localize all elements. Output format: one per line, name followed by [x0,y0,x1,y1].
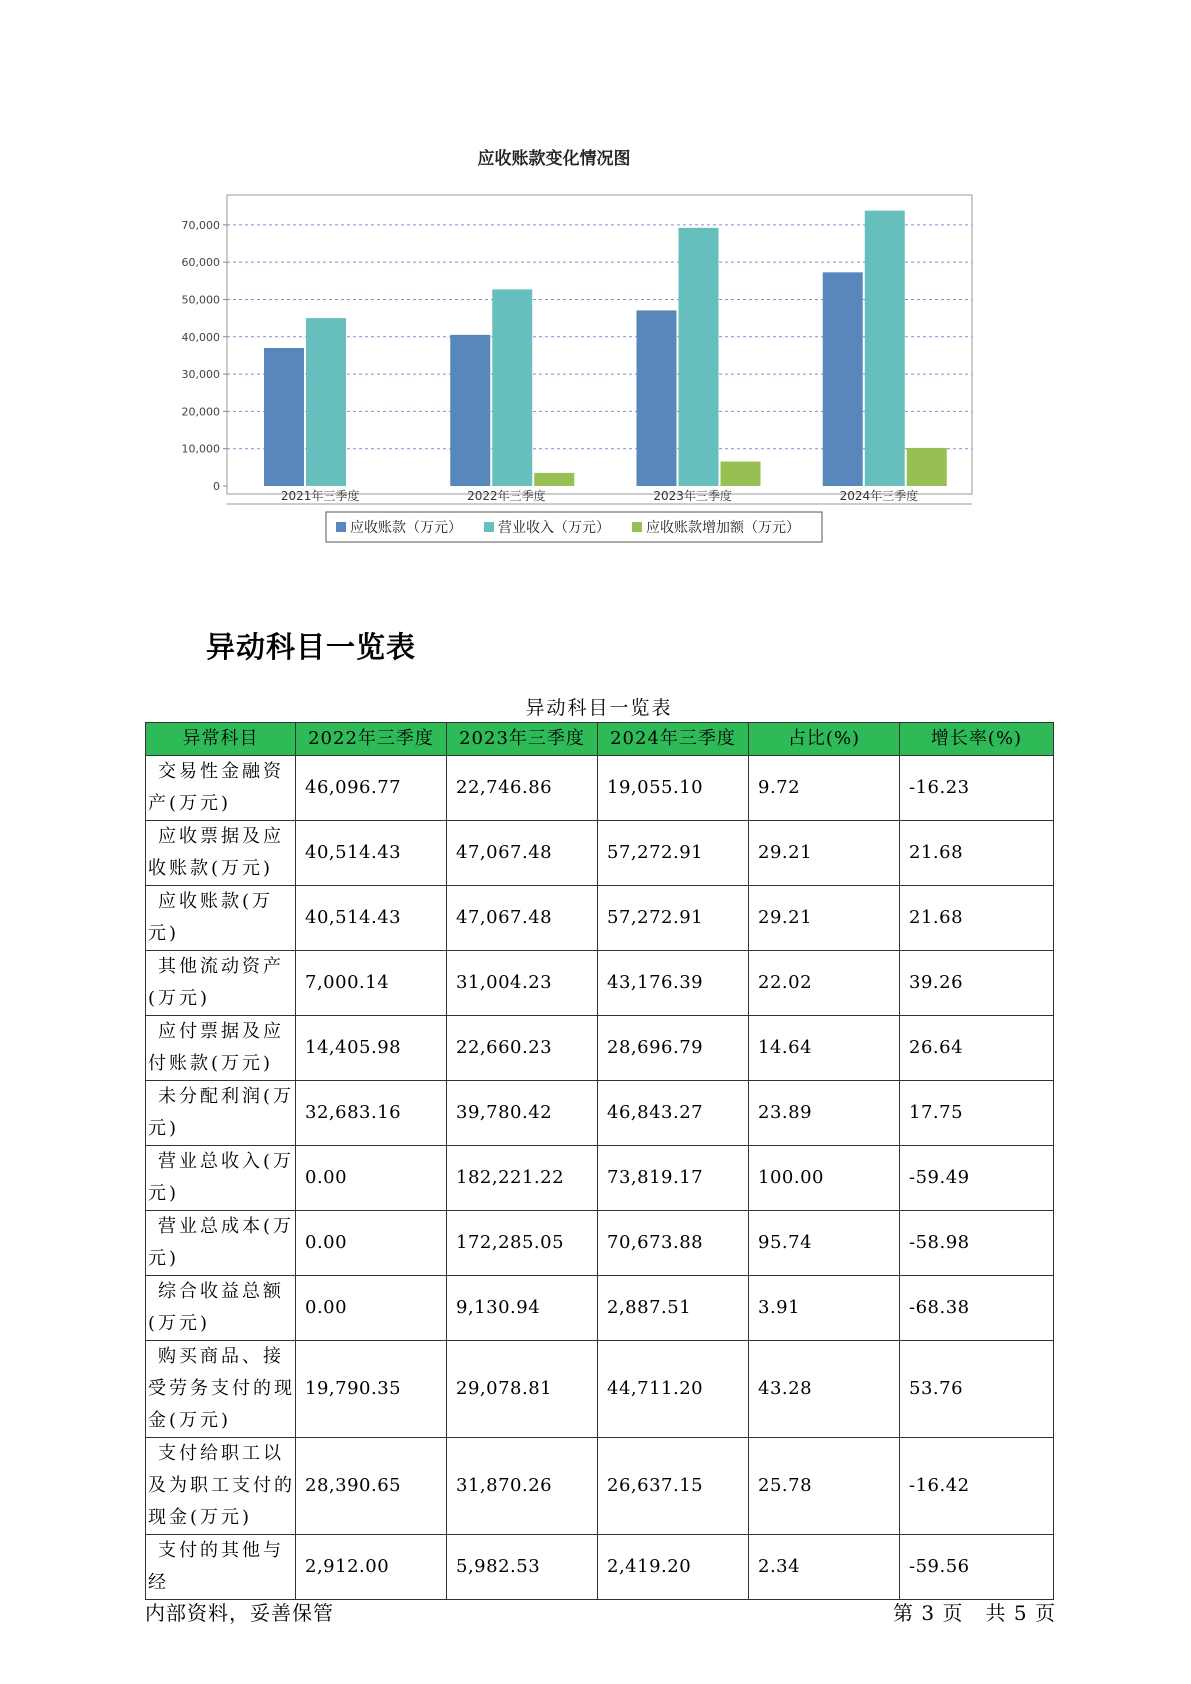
bar-receivables [450,335,490,486]
table-body [146,756,1054,1600]
section-heading: 异动科目一览表 [206,630,417,664]
chart-title: 应收账款变化情况图 [477,149,631,169]
table-cell: 21.68 [900,886,1054,951]
table-cell: 7,000.14 [296,951,447,1016]
y-tick-label: 40,000 [181,330,220,344]
table-cell: 19,790.35 [296,1341,447,1438]
table-cell: 95.74 [749,1211,900,1276]
table-cell: 2.34 [749,1535,900,1600]
table-cell: 9,130.94 [447,1276,598,1341]
table-cell: -16.42 [900,1438,1054,1535]
table-row [146,1081,1054,1146]
row-label: 应收账款(万元) [146,886,296,951]
table-cell: 23.89 [749,1081,900,1146]
table-cell: -68.38 [900,1276,1054,1341]
table-cell: 100.00 [749,1146,900,1211]
y-tick-label: 0 [213,480,220,493]
row-label: 支付的其他与经 [146,1535,296,1600]
table-cell: 70,673.88 [598,1211,749,1276]
column-header: 2024年三季度 [598,723,749,756]
table-row [146,1341,1054,1438]
receivables-bar-chart [160,140,1040,610]
y-tick-label: 70,000 [181,218,220,232]
table-cell: 44,711.20 [598,1341,749,1438]
table-cell: 22,660.23 [447,1016,598,1081]
table-cell: 47,067.48 [447,886,598,951]
row-label: 交易性金融资产(万元) [146,756,296,821]
legend-swatch [632,522,642,532]
table-cell: 2,887.51 [598,1276,749,1341]
table-cell: -59.49 [900,1146,1054,1211]
table-cell: -59.56 [900,1535,1054,1600]
y-tick-label: 50,000 [181,293,220,307]
table-row [146,1276,1054,1341]
table-cell: 19,055.10 [598,756,749,821]
bar-receivables-increase [534,473,574,486]
table-cell: 40,514.43 [296,821,447,886]
bar-revenue [679,228,719,486]
row-label: 未分配利润(万元) [146,1081,296,1146]
column-header: 增长率(%) [900,723,1054,756]
anomaly-table [145,722,1054,1600]
table-cell: 53.76 [900,1341,1054,1438]
y-tick-label: 10,000 [181,442,220,456]
table-cell: 43,176.39 [598,951,749,1016]
x-tick-label: 2024年三季度 [839,489,919,503]
y-axis-ticks [182,219,228,493]
table-cell: 47,067.48 [447,821,598,886]
table-row [146,1211,1054,1276]
y-tick-label: 60,000 [181,256,220,270]
table-cell: 0.00 [296,1146,447,1211]
table-cell: 2,419.20 [598,1535,749,1600]
column-header: 2022年三季度 [296,723,447,756]
table-cell: 0.00 [296,1211,447,1276]
bar-receivables-increase [907,448,947,486]
column-header: 异常科目 [146,723,296,756]
table-cell: 17.75 [900,1081,1054,1146]
table-cell: 31,004.23 [447,951,598,1016]
table-row [146,1146,1054,1211]
footer-confidential-note: 内部资料，妥善保管 [145,1601,334,1625]
table-row [146,1535,1054,1600]
table-cell: 28,696.79 [598,1016,749,1081]
table-cell: 21.68 [900,821,1054,886]
table-cell: 9.72 [749,756,900,821]
table-cell: 5,982.53 [447,1535,598,1600]
table-cell: 39.26 [900,951,1054,1016]
table-cell: 40,514.43 [296,886,447,951]
table-cell: 0.00 [296,1276,447,1341]
row-label: 支付给职工以及为职工支付的现金(万元) [146,1438,296,1535]
table-cell: 182,221.22 [447,1146,598,1211]
x-tick-label: 2022年三季度 [467,489,546,503]
table-cell: 32,683.16 [296,1081,447,1146]
legend-swatch [484,522,494,532]
table-row [146,1438,1054,1535]
bar-receivables-increase [721,462,761,486]
table-row [146,821,1054,886]
table-cell: 22.02 [749,951,900,1016]
column-header: 占比(%) [749,723,900,756]
bar-receivables [637,310,677,486]
table-cell: 29.21 [749,821,900,886]
table-cell: 25.78 [749,1438,900,1535]
table-caption: 异动科目一览表 [525,697,673,719]
table-header-row [146,723,1054,756]
table-cell: -16.23 [900,756,1054,821]
table-cell: 46,843.27 [598,1081,749,1146]
bar-receivables [264,348,304,486]
table-cell: 43.28 [749,1341,900,1438]
chart-legend [326,512,822,542]
row-label: 应收票据及应收账款(万元) [146,821,296,886]
row-label: 营业总收入(万元) [146,1146,296,1211]
bar-revenue [306,318,346,486]
table-row [146,951,1054,1016]
footer-page-number: 第 3 页 共 5 页 [893,1601,1056,1625]
table-cell: 39,780.42 [447,1081,598,1146]
table-row [146,756,1054,821]
table-cell: 57,272.91 [598,821,749,886]
table-cell: 57,272.91 [598,886,749,951]
x-tick-label: 2023年三季度 [653,489,732,503]
legend-label: 应收账款增加额（万元） [646,520,800,536]
row-label: 综合收益总额(万元) [146,1276,296,1341]
legend-label: 营业收入（万元） [498,520,610,536]
table-cell: 2,912.00 [296,1535,447,1600]
x-tick-label: 2021年三季度 [280,489,360,503]
table-cell: 3.91 [749,1276,900,1341]
legend-label: 应收账款（万元） [350,520,462,536]
table-cell: 29,078.81 [447,1341,598,1438]
table-cell: 26,637.15 [598,1438,749,1535]
bar-receivables [823,272,863,486]
table-row [146,1016,1054,1081]
table-cell: 28,390.65 [296,1438,447,1535]
row-label: 应付票据及应付账款(万元) [146,1016,296,1081]
table-row [146,886,1054,951]
table-cell: 14,405.98 [296,1016,447,1081]
row-label: 其他流动资产(万元) [146,951,296,1016]
table-cell: 172,285.05 [447,1211,598,1276]
table-cell: 22,746.86 [447,756,598,821]
y-tick-label: 30,000 [181,368,220,382]
row-label: 营业总成本(万元) [146,1211,296,1276]
table-cell: 14.64 [749,1016,900,1081]
column-header: 2023年三季度 [447,723,598,756]
bar-revenue [865,211,905,486]
table-cell: 73,819.17 [598,1146,749,1211]
legend-swatch [336,522,346,532]
table-cell: 46,096.77 [296,756,447,821]
table-cell: 31,870.26 [447,1438,598,1535]
table-cell: 29.21 [749,886,900,951]
bar-revenue [492,289,532,486]
y-tick-label: 20,000 [181,405,220,419]
table-cell: -58.98 [900,1211,1054,1276]
row-label: 购买商品、接受劳务支付的现金(万元) [146,1341,296,1438]
table-cell: 26.64 [900,1016,1054,1081]
